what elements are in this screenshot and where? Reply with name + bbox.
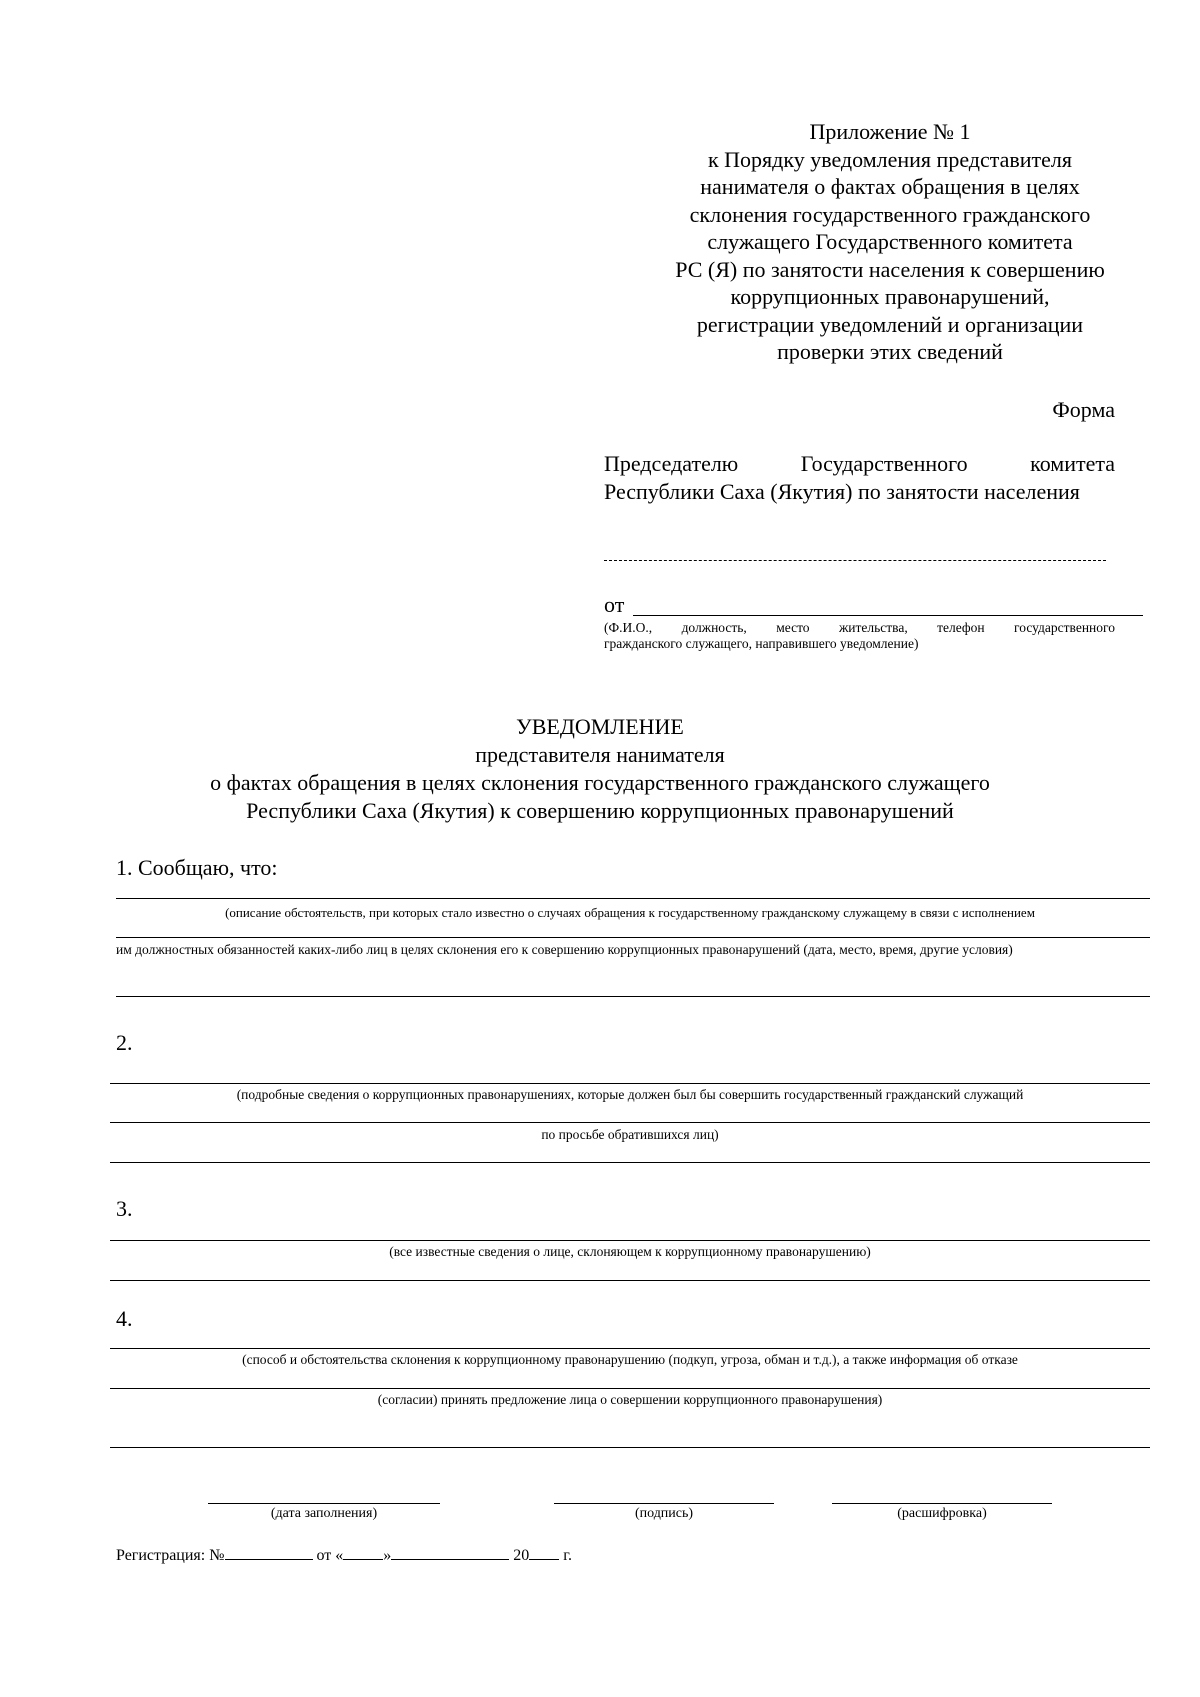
sender-caption bbox=[604, 620, 1115, 652]
decoding-field[interactable] bbox=[832, 1503, 1052, 1504]
section-1-caption-1: (описание обстоятельств, при которых стало известно о случаях обращения к государственному гражданскому служащему в связи с исполнением bbox=[225, 905, 1035, 920]
appendix-line: склонения государственного гражданского bbox=[689, 201, 1091, 227]
section-2-caption-1: (подробные сведения о коррупционных правонарушениях, которые должен был бы совершить государственный гражданский служащий bbox=[236, 1087, 1024, 1102]
appendix-line: коррупционных правонарушений, bbox=[730, 284, 1050, 309]
registration-number-field[interactable] bbox=[225, 1545, 313, 1560]
section-2-caption-2: по просьбе обратившихся лиц) bbox=[541, 1127, 719, 1142]
addressee-word: Государственного bbox=[800, 451, 968, 476]
registration-line bbox=[116, 1545, 572, 1565]
registration-quote-close: » bbox=[383, 1547, 392, 1564]
sender-caption-word: телефон bbox=[937, 620, 985, 635]
section-1-caption-2: им должностных обязанностей каких-либо лиц в целях склонения его к совершению коррупционных правонарушений (дата, место, время, другие условия) bbox=[116, 942, 1013, 957]
section-4-caption-1: (способ и обстоятельства склонения к коррупционному правонарушению (подкуп, угроза, обман и т.д.), а также информация об отказе bbox=[242, 1352, 1018, 1367]
addressee-block bbox=[604, 450, 1115, 506]
sender-caption-word: должность, bbox=[681, 620, 747, 635]
addressee-line-1 bbox=[604, 450, 1115, 478]
section-3-field-1[interactable] bbox=[110, 1240, 1150, 1241]
date-caption: (дата заполнения) bbox=[270, 1506, 378, 1521]
addressee-word: комитета bbox=[1030, 451, 1115, 476]
title-line: Республики Саха (Якутия) к совершению коррупционных правонарушений bbox=[246, 798, 954, 823]
section-4-field-3[interactable] bbox=[110, 1447, 1150, 1448]
sender-caption-word: место bbox=[776, 620, 810, 635]
form-label: Форма bbox=[1052, 397, 1115, 422]
appendix-line: Приложение № 1 bbox=[809, 119, 971, 144]
from-label: от bbox=[604, 592, 625, 617]
registration-year-prefix: 20 bbox=[513, 1547, 530, 1564]
sender-caption-word: (Ф.И.О., bbox=[604, 620, 653, 635]
sender-field[interactable] bbox=[633, 615, 1143, 616]
signature-field[interactable] bbox=[554, 1503, 774, 1504]
section-2-field-2[interactable] bbox=[110, 1122, 1150, 1123]
section-1-field-2[interactable] bbox=[116, 937, 1150, 938]
section-4-field-2[interactable] bbox=[110, 1388, 1150, 1389]
registration-year-field[interactable] bbox=[529, 1545, 559, 1560]
section-4-field-1[interactable] bbox=[110, 1348, 1150, 1349]
sender-caption-line-1 bbox=[604, 620, 1115, 636]
addressee-name-field[interactable] bbox=[604, 560, 1106, 561]
registration-from: от « bbox=[316, 1547, 344, 1564]
sender-caption-word: жительства, bbox=[838, 620, 908, 635]
section-3-label: 3. bbox=[116, 1196, 133, 1221]
section-1-field-3[interactable] bbox=[116, 996, 1150, 997]
registration-label: Регистрация: № bbox=[116, 1547, 225, 1564]
title-line: о фактах обращения в целях склонения государственного гражданского служащего bbox=[210, 770, 990, 795]
sender-caption-line-2: гражданского служащего, направившего уведомление) bbox=[604, 636, 919, 651]
appendix-header bbox=[640, 118, 1140, 366]
section-4-caption-2: (согласии) принять предложение лица о совершении коррупционного правонарушения) bbox=[377, 1392, 883, 1407]
date-field[interactable] bbox=[208, 1503, 440, 1504]
appendix-line: к Порядку уведомления представителя bbox=[707, 146, 1073, 172]
appendix-line: проверки этих сведений bbox=[777, 339, 1003, 364]
section-2-field-3[interactable] bbox=[110, 1162, 1150, 1163]
document-title bbox=[0, 713, 1200, 825]
signature-caption: (подпись) bbox=[634, 1506, 694, 1521]
section-3-field-2[interactable] bbox=[110, 1280, 1150, 1281]
addressee-word: Председателю bbox=[604, 451, 739, 476]
decoding-caption: (расшифровка) bbox=[897, 1506, 987, 1521]
title-main: УВЕДОМЛЕНИЕ bbox=[516, 714, 684, 739]
section-4-label: 4. bbox=[116, 1306, 133, 1331]
section-3-caption-1: (все известные сведения о лице, склоняющем к коррупционному правонарушению) bbox=[389, 1244, 871, 1259]
section-1-field-1[interactable] bbox=[116, 898, 1150, 899]
registration-day-field[interactable] bbox=[343, 1545, 383, 1560]
section-2-field-1[interactable] bbox=[110, 1083, 1150, 1084]
appendix-line: служащего Государственного комитета bbox=[707, 229, 1073, 254]
sender-caption-word: государственного bbox=[1014, 620, 1115, 635]
appendix-line: регистрации уведомлений и организации bbox=[696, 311, 1084, 337]
addressee-line-2: Республики Саха (Якутия) по занятости населения bbox=[604, 479, 1080, 504]
registration-year-suffix: г. bbox=[563, 1547, 573, 1564]
title-line: представителя нанимателя bbox=[475, 742, 725, 767]
appendix-line: РС (Я) по занятости населения к совершению bbox=[675, 256, 1105, 282]
appendix-line: нанимателя о фактах обращения в целях bbox=[700, 174, 1080, 199]
section-1-label: 1. Сообщаю, что: bbox=[116, 855, 278, 880]
section-2-label: 2. bbox=[116, 1030, 133, 1055]
registration-month-field[interactable] bbox=[391, 1545, 509, 1560]
